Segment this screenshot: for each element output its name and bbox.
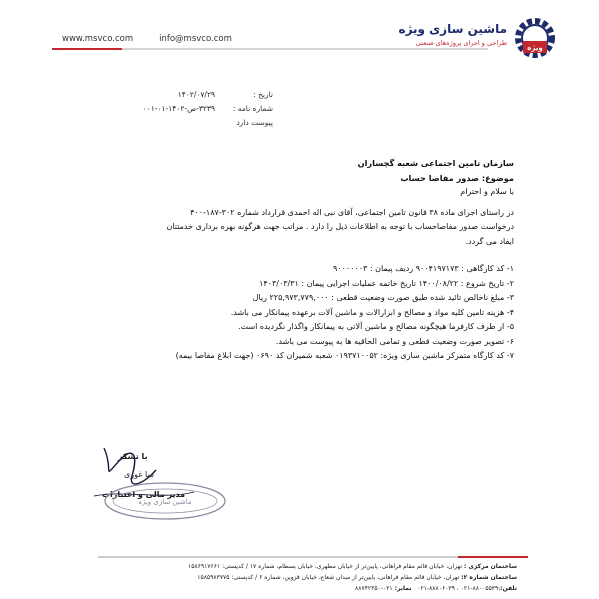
letter-meta — [143, 88, 273, 130]
signature-title: مدیر مالی و اعتبارات — [102, 490, 186, 499]
footer-line — [77, 561, 517, 572]
footer-address: تهران، خیابان قائم مقام فراهانی، پایین‌تر از میدان شعاع، خیابان قزوین، شماره ۶ / کدپستی: ۱۵۸۵۹۸۳۷۷۵ — [197, 574, 460, 581]
attachment-row — [143, 116, 273, 130]
footer-accent-rule — [458, 556, 528, 558]
main-paragraph — [84, 206, 514, 250]
footer-line — [77, 572, 517, 583]
list-item: ۳- مبلغ ناخالص تائید شده طبق صورت وضعیت قطعی : ۲۲۵,۹۷۳,۷۷۹,۰۰۰ ریال — [252, 293, 514, 302]
subject: موضوع: صدور مفاصا حساب — [400, 172, 514, 183]
details-list — [84, 262, 514, 364]
number-label: شماره نامه : — [232, 104, 273, 113]
company-stamp — [100, 480, 230, 522]
list-item: ۲- تاریخ شروع : ۱۴۰۰/۰۸/۲۲ تاریخ خاتمه عملیات اجرایی پیمان : ۱۴۰۳/۰۳/۳۱ — [259, 278, 514, 288]
footer-address: تهران، خیابان قائم مقام فراهانی، پایین‌تر از خیابان مطهری، خیابان بسطام، شماره ۱۷ / کدپستی: ۱۵۸۶۹۱۷۶۶۱ — [187, 563, 462, 570]
footer-label: ساختمان مرکزی : — [463, 563, 517, 570]
date-label: تاریخ : — [253, 90, 273, 99]
letter-body — [84, 156, 514, 364]
email-link[interactable]: info@msvco.com — [159, 34, 232, 44]
header-accent-rule — [52, 48, 122, 50]
list-item: ۴- هزینه تامین کلیه مواد و مصالح و ابزارالات و ماشین آلات برعهده پیمانکار می باشد. — [230, 307, 514, 317]
list-item: ۵- از طرف کارفرما هیچگونه مصالح و ماشین آلاتی به پیمانکار واگذار نگردیده است. — [238, 322, 514, 331]
number-row — [143, 102, 273, 116]
stamp-text: ماشین سازی ویژه — [138, 498, 192, 506]
page-number: ۱ — [497, 586, 501, 593]
number-value: ۳۲۳۹-ص-۱۴۰۲-۰۱-۰۰۱ — [142, 104, 215, 113]
fax-label: نمابر: — [394, 585, 412, 592]
website-link[interactable]: www.msvco.com — [62, 34, 134, 44]
signature-thanks: با تشکر — [118, 452, 148, 461]
list-item: ۷- کد کارگاه متمرکز ماشین سازی ویژه: ۰۱۹۳۷۱۰۰۵۲ شعبه شمیران کد ۰۶۹۰ (جهت ابلاغ مفاصا بیمه) — [175, 351, 514, 360]
date-value: ۱۴۰۲/۰۷/۲۹ — [177, 90, 215, 99]
fax-value: ۰۲۱-۸۸۷۴۲۳۵۰ — [355, 585, 393, 592]
list-item: ۶- تصویر صورت وضعیت قطعی و تمامی الحاقیه ها به پیوست می باشد. — [275, 336, 514, 346]
logo-mark-text: ویژه — [527, 44, 543, 52]
attachment-label: پیوست دارد — [236, 118, 273, 127]
date-row — [143, 88, 273, 102]
phone-value: ۸۸۰۰۵۵۳۹-۰۲۱ ، ۸۸۸۰۶۰۳۹-۰۲۱ — [417, 585, 499, 592]
gear-logo-icon — [511, 14, 559, 62]
footer-line — [77, 583, 517, 594]
signature-name: سا غوری — [124, 470, 155, 479]
list-item: ۱- کد کارگاهی : ۹۰۰۴۱۹۷۱۷۳ ردیف پیمان : ۹۰۰۰۰۰۰۳ — [332, 264, 514, 273]
footer-label: ساختمان شماره ۲: — [461, 574, 517, 581]
phone-label: تلفن: — [500, 585, 517, 592]
paragraph-line: در راستای اجرای ماده ۳۸ قانون تامین اجتماعی، آقای نبی اله احمدی قرارداد شماره ۳۰۲-۱۸۷-۴۰۰ — [190, 207, 514, 217]
logo-title: ماشین سازی ویژه — [398, 22, 507, 36]
company-logo — [398, 14, 559, 64]
footer-addresses — [77, 561, 517, 594]
greeting: با سلام و احترام — [460, 187, 514, 196]
paragraph-line: ایفاد می گردد. — [465, 236, 514, 246]
paragraph-line: درخواست صدور مفاصاحساب با توجه به اطلاعات ذیل را دارد . مراتب جهت هرگونه بهره برداری خدمتتان — [166, 222, 514, 231]
header-contacts — [62, 34, 232, 44]
recipient: سازمان تامین اجتماعی شعبه گچساران — [357, 158, 514, 168]
logo-subtitle: طراحی و اجرای پروژه‌های صنعتی — [415, 39, 507, 47]
